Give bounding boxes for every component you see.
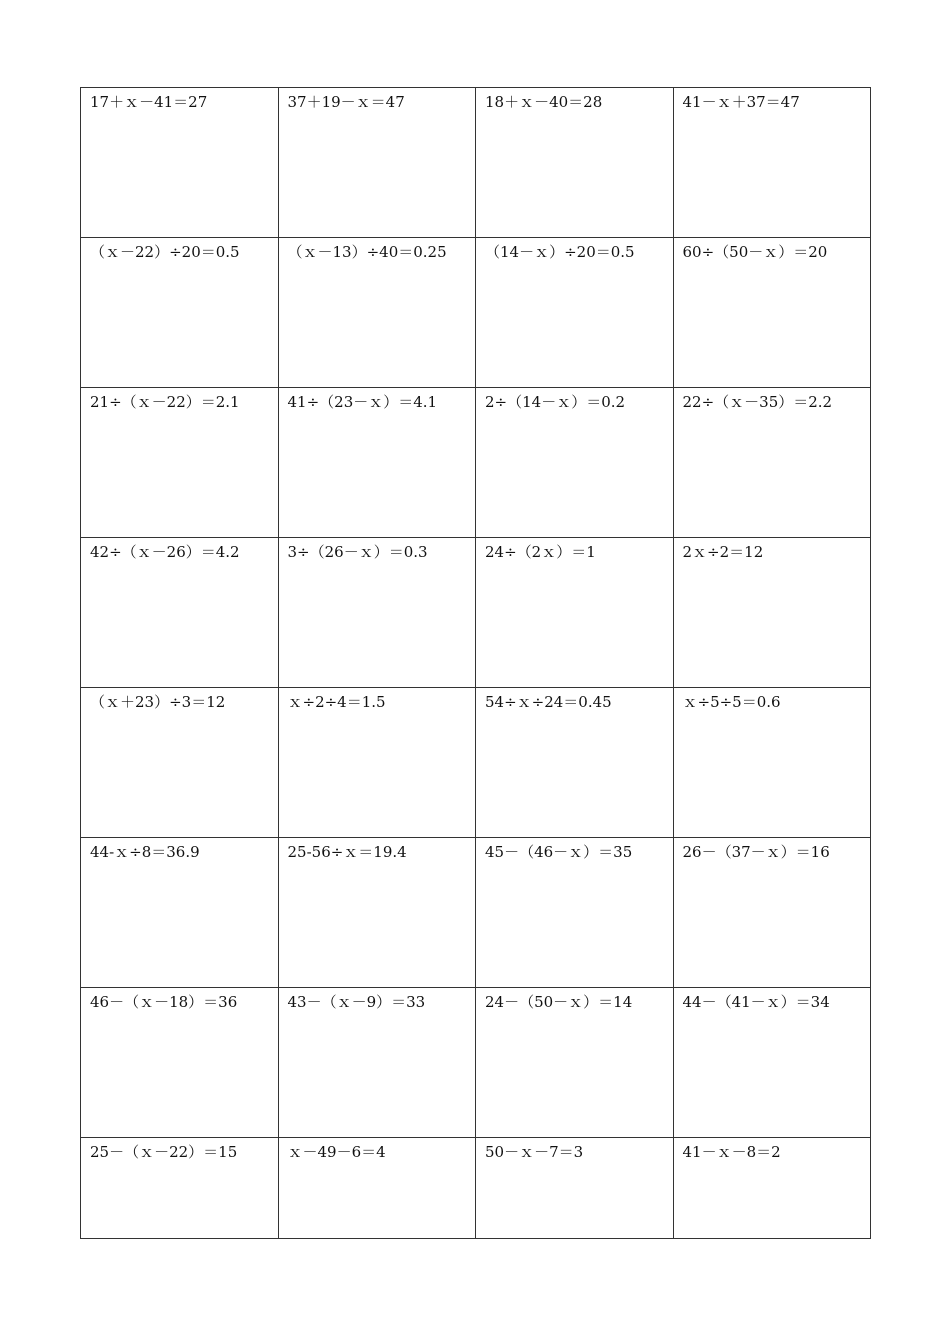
equation-cell: 26－（37－ｘ）＝16 [673,838,871,988]
equation-cell: （ｘ－22）÷20＝0.5 [81,238,279,388]
equation-cell: ｘ－49－6＝4 [278,1138,476,1239]
equation-cell: 41－ｘ＋37＝47 [673,88,871,238]
worksheet-row [81,988,871,1138]
worksheet-row [81,688,871,838]
equation-cell: （14－ｘ）÷20＝0.5 [476,238,674,388]
equation-cell: 24÷（2ｘ）＝1 [476,538,674,688]
equation-cell: ｘ÷5÷5＝0.6 [673,688,871,838]
equation-cell: 44-ｘ÷8＝36.9 [81,838,279,988]
equation-cell: 60÷（50－ｘ）＝20 [673,238,871,388]
equation-cell: 50－ｘ－7＝3 [476,1138,674,1239]
equation-cell: 41÷（23－ｘ）＝4.1 [278,388,476,538]
equation-cell: 2ｘ÷2＝12 [673,538,871,688]
equation-cell: 25－（ｘ－22）＝15 [81,1138,279,1239]
equation-cell: 3÷（26－ｘ）＝0.3 [278,538,476,688]
equation-cell: 24－（50－ｘ）＝14 [476,988,674,1138]
worksheet-row [81,88,871,238]
worksheet-row [81,538,871,688]
equation-cell: 22÷（ｘ－35）＝2.2 [673,388,871,538]
equation-cell: 37＋19－ｘ＝47 [278,88,476,238]
equation-cell: （ｘ＋23）÷3＝12 [81,688,279,838]
equation-cell: 41－ｘ－8＝2 [673,1138,871,1239]
worksheet-row [81,388,871,538]
equation-cell: 18＋ｘ－40＝28 [476,88,674,238]
worksheet-row [81,238,871,388]
worksheet-body [81,88,871,1239]
equation-cell: 2÷（14－ｘ）＝0.2 [476,388,674,538]
equation-cell: 42÷（ｘ－26）＝4.2 [81,538,279,688]
equation-cell: ｘ÷2÷4＝1.5 [278,688,476,838]
equation-cell: 21÷（ｘ－22）＝2.1 [81,388,279,538]
equation-cell: 17＋ｘ－41＝27 [81,88,279,238]
equation-worksheet-table [80,87,871,1239]
worksheet-row [81,1138,871,1239]
equation-cell: 46－（ｘ－18）＝36 [81,988,279,1138]
equation-cell: 44－（41－ｘ）＝34 [673,988,871,1138]
equation-cell: 54÷ｘ÷24＝0.45 [476,688,674,838]
equation-cell: 45－（46－ｘ）＝35 [476,838,674,988]
worksheet-row [81,838,871,988]
equation-cell: （ｘ－13）÷40＝0.25 [278,238,476,388]
equation-cell: 43－（ｘ－9）＝33 [278,988,476,1138]
equation-cell: 25-56÷ｘ＝19.4 [278,838,476,988]
